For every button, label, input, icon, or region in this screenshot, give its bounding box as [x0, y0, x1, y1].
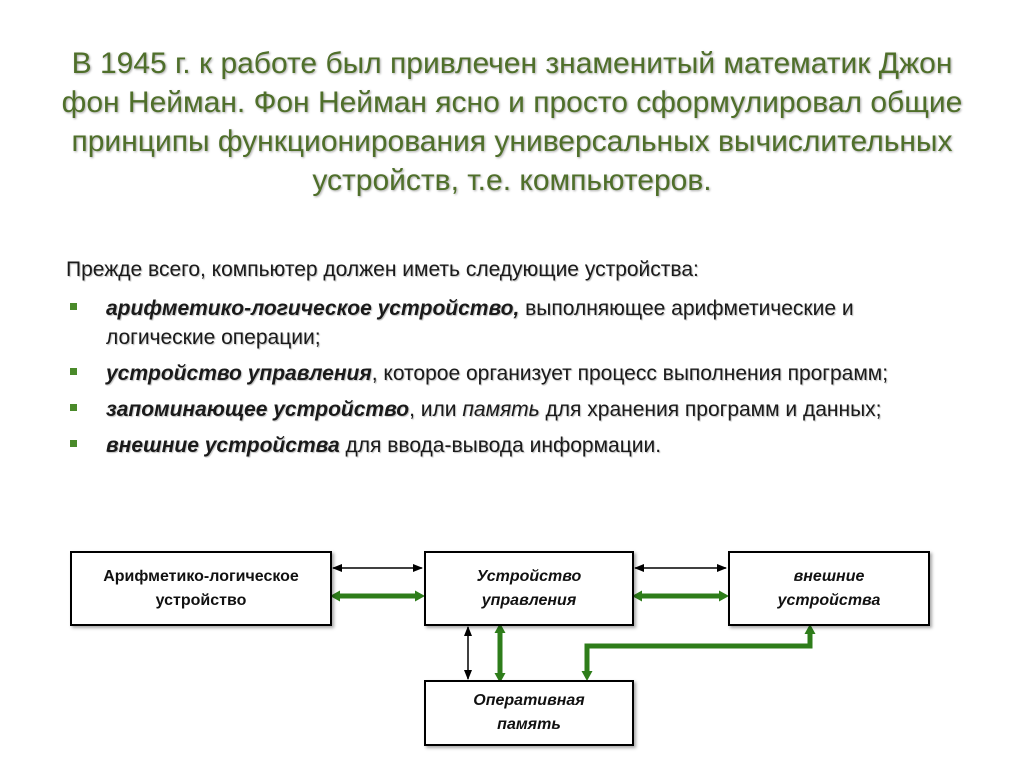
term-storage: запоминающее устройство	[106, 398, 410, 421]
term-description: выполняющее арифметические и логические операции;	[106, 297, 854, 349]
term-description: , которое организует процесс выполнения программ;	[371, 362, 889, 385]
term-separator: , или	[409, 398, 463, 421]
term-control-unit: устройство управления	[106, 362, 372, 385]
control-unit-label: Устройство управления	[476, 567, 582, 609]
term-memory: память	[462, 398, 540, 421]
term-alu: арифметико-логическое устройство,	[106, 297, 520, 320]
alu-label: Арифметико-логическое устройство	[103, 567, 299, 609]
alu-box	[70, 551, 332, 626]
external-devices-label: внешние устройства	[777, 567, 881, 609]
control-unit-box	[424, 551, 634, 626]
term-external: внешние устройства	[106, 434, 340, 457]
intro-text: Прежде всего, компьютер должен иметь следующие устройства:	[66, 258, 699, 281]
slide-title: В 1945 г. к работе был привлечен знаменитый математик Джон фон Нейман. Фон Нейман ясно и просто сформулировал общие принципы функционирования универсальных вычислительных устройств, т.е. компьютеров.	[61, 47, 963, 197]
memory-label: Оперативная память	[473, 692, 585, 733]
memory-box	[424, 680, 634, 746]
term-description: для ввода-вывода информации.	[339, 434, 662, 457]
control-link-memory-external	[587, 629, 810, 676]
term-description: для хранения программ и данных;	[539, 398, 882, 421]
external-devices-box	[728, 551, 930, 626]
